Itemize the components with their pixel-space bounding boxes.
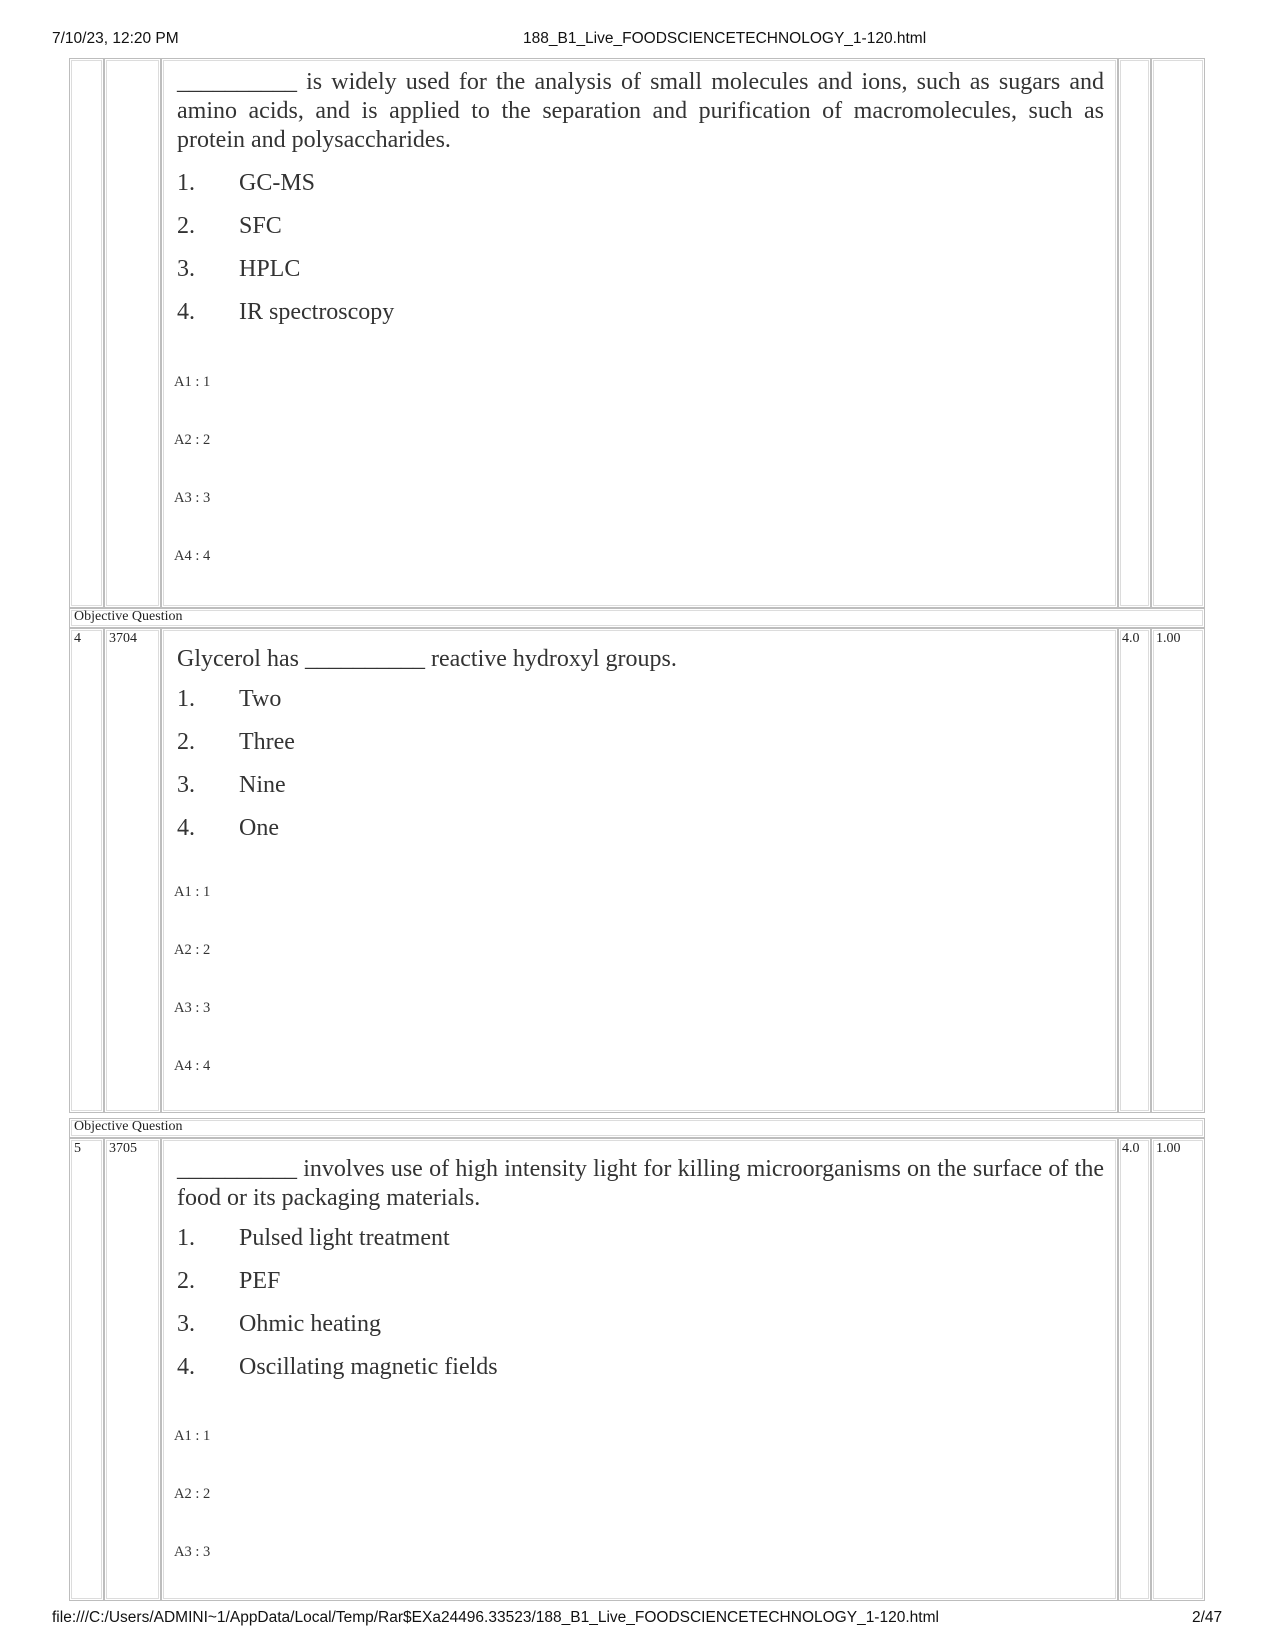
answer-label: A3 : bbox=[174, 1000, 203, 1016]
option-4 bbox=[177, 815, 279, 842]
answer-line bbox=[174, 1486, 210, 1503]
option-text: GC-MS bbox=[239, 170, 316, 196]
question-text: Glycerol has __________ reactive hydroxyl groups. bbox=[177, 646, 677, 672]
option-number: 4. bbox=[177, 815, 195, 841]
negative-marks-cell bbox=[1151, 1138, 1205, 1601]
option-text: SFC bbox=[239, 213, 282, 239]
answer-value: 4 bbox=[203, 1058, 211, 1074]
option-text: Three bbox=[239, 729, 295, 755]
option-3 bbox=[177, 256, 300, 283]
answer-value: 1 bbox=[203, 884, 211, 900]
option-3 bbox=[177, 1311, 381, 1338]
answer-line bbox=[174, 432, 210, 449]
answer-value: 3 bbox=[203, 1000, 211, 1016]
serial-number: 4 bbox=[74, 631, 81, 646]
answer-line bbox=[174, 490, 210, 507]
question-id: 3704 bbox=[109, 631, 137, 646]
option-text: Pulsed light treatment bbox=[239, 1225, 450, 1251]
option-4 bbox=[177, 1354, 498, 1381]
option-number: 1. bbox=[177, 170, 195, 196]
question-type-label: Objective Question bbox=[74, 1119, 183, 1134]
option-number: 2. bbox=[177, 729, 195, 755]
option-number: 4. bbox=[177, 299, 195, 325]
option-text: IR spectroscopy bbox=[239, 299, 395, 325]
answer-line bbox=[174, 1000, 210, 1017]
question-text: __________ involves use of high intensity light for killing microorganisms on the surface of the food or its packaging materials. bbox=[177, 1156, 1104, 1211]
answer-line bbox=[174, 374, 210, 391]
option-2 bbox=[177, 729, 295, 756]
option-3 bbox=[177, 772, 286, 799]
negative-marks-value: 1.00 bbox=[1156, 631, 1181, 646]
option-text: Ohmic heating bbox=[239, 1311, 381, 1337]
answer-value: 3 bbox=[203, 490, 211, 506]
option-text: Two bbox=[239, 686, 282, 712]
answer-line bbox=[174, 942, 210, 959]
option-number: 1. bbox=[177, 686, 195, 712]
question-type-label: Objective Question bbox=[74, 609, 183, 624]
answer-line bbox=[174, 1544, 210, 1561]
marks-cell bbox=[1118, 1138, 1151, 1601]
answer-label: A3 : bbox=[174, 1544, 203, 1560]
answer-value: 2 bbox=[203, 942, 211, 958]
option-1 bbox=[177, 686, 281, 713]
answer-value: 2 bbox=[203, 432, 211, 448]
option-text: HPLC bbox=[239, 256, 301, 282]
option-text: One bbox=[239, 815, 279, 841]
question-type-row bbox=[69, 608, 1205, 628]
option-2 bbox=[177, 1268, 280, 1295]
marks-value: 4.0 bbox=[1122, 1141, 1140, 1156]
qid-cell bbox=[104, 1138, 161, 1601]
print-datetime: 7/10/23, 12:20 PM bbox=[52, 30, 179, 47]
option-text: Oscillating magnetic fields bbox=[239, 1354, 498, 1380]
marks-cell bbox=[1118, 58, 1151, 608]
question-id: 3705 bbox=[109, 1141, 137, 1156]
negative-marks-cell bbox=[1151, 58, 1205, 608]
sno-cell bbox=[69, 628, 104, 1113]
answer-value: 3 bbox=[203, 1544, 211, 1560]
answer-label: A3 : bbox=[174, 490, 203, 506]
marks-cell bbox=[1118, 628, 1151, 1113]
answer-line bbox=[174, 548, 210, 565]
sno-cell bbox=[69, 1138, 104, 1601]
answer-value: 4 bbox=[203, 548, 211, 564]
print-page-number: 2/47 bbox=[1192, 1609, 1223, 1626]
qid-cell bbox=[104, 628, 161, 1113]
answer-line bbox=[174, 884, 210, 901]
print-page-title: 188_B1_Live_FOODSCIENCETECHNOLOGY_1-120.html bbox=[523, 30, 927, 47]
option-number: 1. bbox=[177, 1225, 195, 1251]
answer-label: A4 : bbox=[174, 548, 203, 564]
negative-marks-value: 1.00 bbox=[1156, 1141, 1181, 1156]
answer-value: 1 bbox=[203, 374, 211, 390]
print-file-path: file:///C:/Users/ADMINI~1/AppData/Local/Temp/Rar$EXa24496.33523/188_B1_Live_FOODSCIENCETECHNOLOGY_1-120.html bbox=[52, 1609, 939, 1626]
answer-line bbox=[174, 1058, 210, 1075]
option-text: Nine bbox=[239, 772, 286, 798]
answer-value: 1 bbox=[203, 1428, 211, 1444]
answer-label: A1 : bbox=[174, 884, 203, 900]
answer-label: A2 : bbox=[174, 432, 203, 448]
option-text: PEF bbox=[239, 1268, 281, 1294]
question-cell bbox=[161, 628, 1118, 1113]
question-text: __________ is widely used for the analysis of small molecules and ions, such as sugars and amino acids, and is applied to the separation and purification of macromolecules, such as protein and polysaccharides. bbox=[177, 69, 1104, 153]
qid-cell bbox=[104, 58, 161, 608]
answer-label: A1 : bbox=[174, 374, 203, 390]
answer-line bbox=[174, 1428, 210, 1445]
answer-label: A1 : bbox=[174, 1428, 203, 1444]
marks-value: 4.0 bbox=[1122, 631, 1140, 646]
serial-number: 5 bbox=[74, 1141, 81, 1156]
answer-label: A2 : bbox=[174, 942, 203, 958]
option-1 bbox=[177, 170, 315, 197]
question-type-row bbox=[69, 1118, 1205, 1138]
option-4 bbox=[177, 299, 394, 326]
sno-cell bbox=[69, 58, 104, 608]
option-number: 4. bbox=[177, 1354, 195, 1380]
option-number: 3. bbox=[177, 256, 195, 282]
option-1 bbox=[177, 1225, 450, 1252]
option-number: 3. bbox=[177, 1311, 195, 1337]
answer-label: A2 : bbox=[174, 1486, 203, 1502]
negative-marks-cell bbox=[1151, 628, 1205, 1113]
option-number: 2. bbox=[177, 213, 195, 239]
option-number: 3. bbox=[177, 772, 195, 798]
answer-value: 2 bbox=[203, 1486, 211, 1502]
option-number: 2. bbox=[177, 1268, 195, 1294]
answer-label: A4 : bbox=[174, 1058, 203, 1074]
option-2 bbox=[177, 213, 282, 240]
